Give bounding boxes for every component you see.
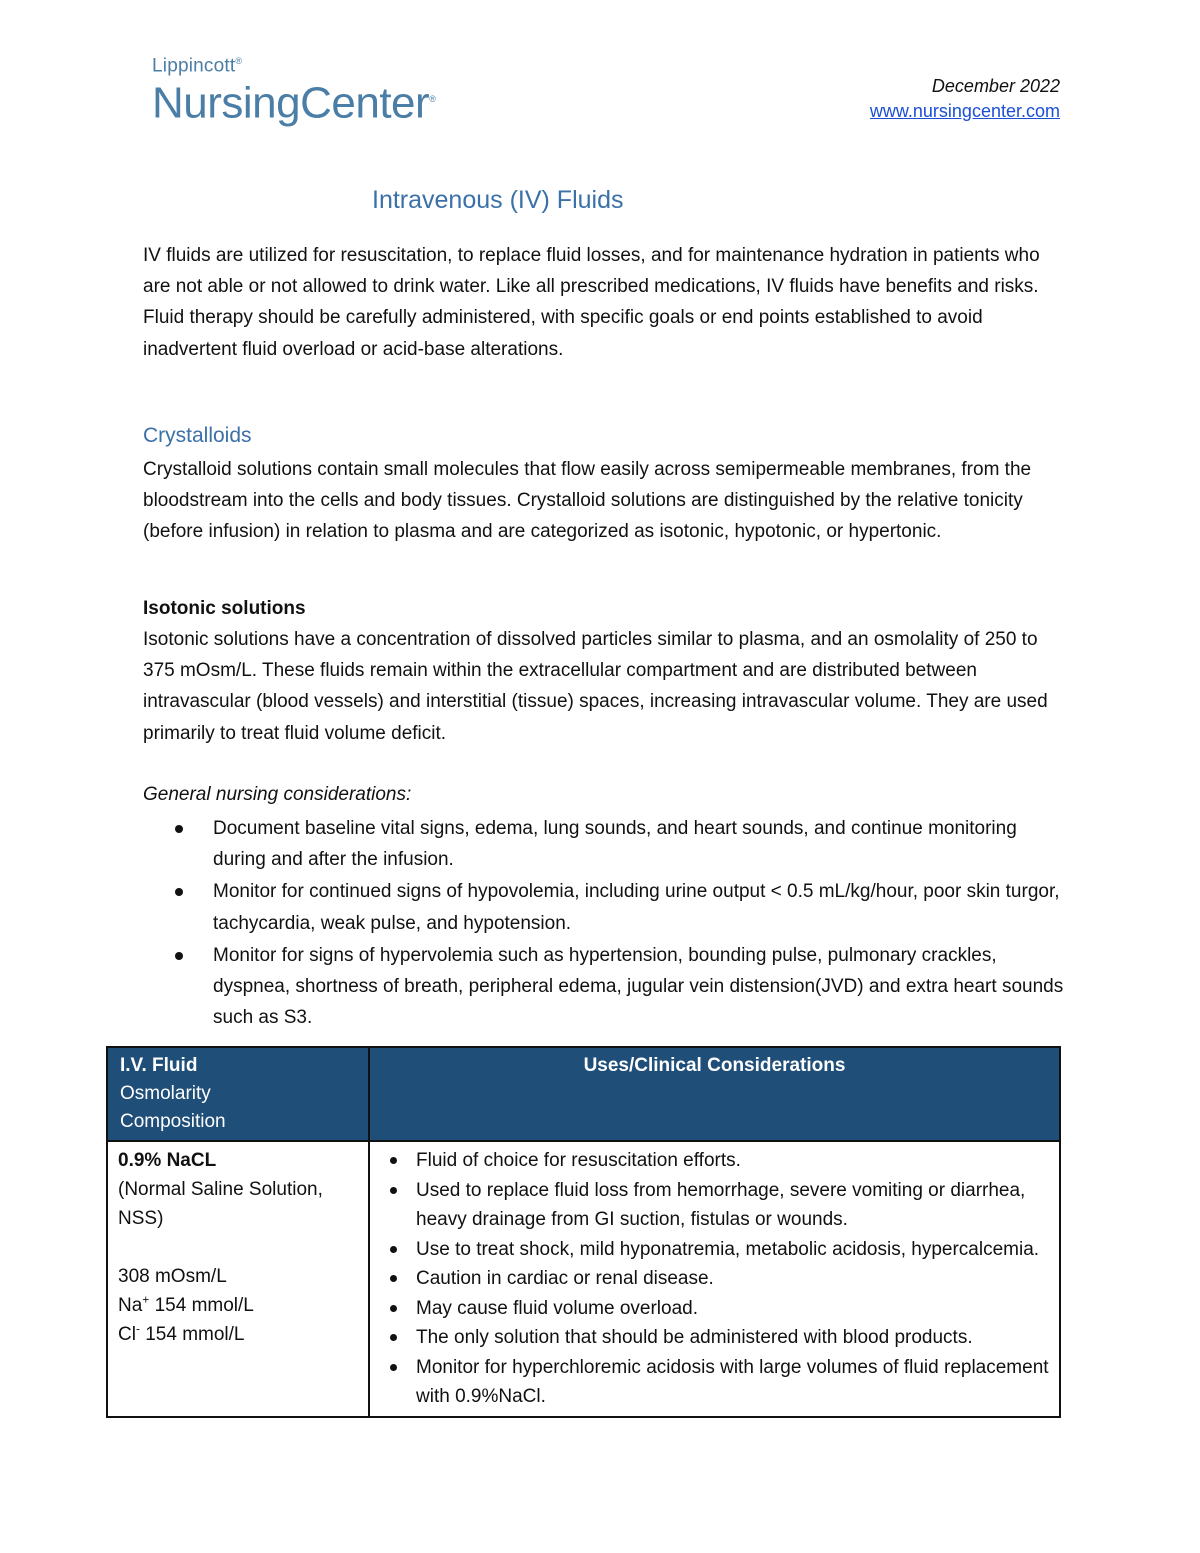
isotonic-paragraph: Isotonic solutions have a concentration of dissolved particles similar to plasma, and an osmolality of 250 to 375 mOsm/L. These fluids remain within the extracellular compartment and are distributed between intravascular (blood vessels) and interstitial (tissue) spaces, increasing intravascular volume. They are used primarily to treat fluid volume deficit. (143, 629, 1048, 744)
fluid-sodium (118, 1291, 358, 1320)
table-row (107, 1141, 1060, 1417)
logo-small-text: Lippincott (152, 55, 236, 77)
fluid-chloride (118, 1320, 358, 1349)
header-uses-cell: Uses/Clinical Considerations (369, 1047, 1060, 1141)
bullet-icon (175, 952, 183, 960)
document-date: December 2022 (931, 76, 1060, 96)
header-composition-label: Composition (120, 1111, 226, 1132)
list-item (378, 1323, 1051, 1353)
table-header-row (107, 1047, 1060, 1141)
chloride-symbol: Cl (118, 1324, 136, 1345)
considerations-label: General nursing considerations: (143, 784, 412, 805)
bullet-icon (390, 1334, 397, 1341)
list-item (143, 876, 1073, 938)
list-item (378, 1235, 1051, 1265)
crystalloids-paragraph: Crystalloid solutions contain small molecules that flow easily across semipermeable membranes, from the bloodstream into the cells and body tissues. Crystalloid solutions are distinguished by the relative tonicity (before infusion) in relation to plasma and are categorized as isotonic, hypotonic, or hypertonic. (143, 459, 1032, 543)
sodium-symbol: Na (118, 1295, 143, 1316)
bullet-icon (390, 1305, 397, 1312)
iv-fluids-table (106, 1046, 1061, 1418)
logo (152, 50, 435, 128)
logo-big-text: NursingCenter (152, 78, 430, 128)
uses-cell (369, 1141, 1060, 1417)
bullet-icon (390, 1187, 397, 1194)
intro-paragraph: IV fluids are utilized for resuscitation, to replace fluid losses, and for maintenance hydration in patients who are not able or not allowed to drink water. Like all prescribed medications, IV fluids have benefits and risks. Fluid therapy should be carefully administered, with specific goals or end points established to avoid inadvertent fluid overload or acid-base alterations. (143, 245, 1040, 360)
crystalloids-heading: Crystalloids (143, 424, 252, 447)
list-item-text: Use to treat shock, mild hyponatremia, metabolic acidosis, hypercalcemia. (416, 1238, 1040, 1260)
uses-list (378, 1146, 1051, 1412)
fluid-osmolarity: 308 mOsm/L (118, 1266, 227, 1287)
list-item-text: Caution in cardiac or renal disease. (416, 1268, 714, 1289)
website-link[interactable]: www.nursingcenter.com (869, 101, 1060, 121)
fluid-cell (107, 1141, 369, 1417)
list-item (143, 813, 1073, 875)
list-item-text: Used to replace fluid loss from hemorrhage, severe vomiting or diarrhea, heavy drainage from GI suction, fistulas or wounds. (416, 1179, 1026, 1230)
bullet-icon (390, 1157, 397, 1164)
sodium-value: 154 mmol/L (149, 1295, 254, 1316)
considerations-list (143, 813, 1073, 1034)
list-item (378, 1294, 1051, 1324)
page-title: Intravenous (IV) Fluids (372, 186, 624, 214)
list-item (378, 1353, 1051, 1412)
list-item-text: Monitor for signs of hypervolemia such as hypertension, bounding pulse, pulmonary crackles, dyspnea, shortness of breath, peripheral edema, jugular vein distension(JVD) and extra heart sounds such as S3. (213, 944, 1064, 1029)
header-osmolarity-label: Osmolarity (120, 1083, 211, 1104)
header-fluid-label: I.V. Fluid (120, 1055, 198, 1076)
list-item (378, 1264, 1051, 1294)
list-item (378, 1146, 1051, 1176)
list-item (378, 1176, 1051, 1235)
fluid-name: 0.9% NaCL (118, 1150, 217, 1171)
chloride-charge: - (135, 1321, 140, 1336)
chloride-value: 154 mmol/L (139, 1324, 245, 1345)
bullet-icon (175, 825, 183, 833)
isotonic-heading: Isotonic solutions (143, 598, 306, 619)
list-item-text: May cause fluid volume overload. (416, 1297, 698, 1319)
header-fluid-cell (107, 1047, 369, 1141)
bullet-icon (390, 1275, 397, 1282)
list-item-text: Document baseline vital signs, edema, lung sounds, and heart sounds, and continue monitoring during and after the infusion. (213, 818, 1017, 871)
bullet-icon (175, 888, 183, 896)
bullet-icon (390, 1364, 397, 1371)
list-item-text: Monitor for hyperchloremic acidosis with large volumes of fluid replacement with 0.9%NaCl. (416, 1356, 1049, 1407)
fluid-description: (Normal Saline Solution, NSS) (118, 1179, 323, 1229)
bullet-icon (390, 1246, 397, 1253)
list-item (143, 940, 1073, 1034)
sodium-charge: + (142, 1292, 150, 1307)
registered-mark: ® (429, 94, 436, 105)
header-meta (870, 74, 1060, 124)
list-item-text: Fluid of choice for resuscitation efforts. (416, 1150, 741, 1171)
list-item-text: Monitor for continued signs of hypovolemia, including urine output < 0.5 mL/kg/hour, poor skin turgor, tachycardia, weak pulse, and hypotension. (213, 881, 1060, 934)
registered-mark: ® (235, 56, 243, 66)
list-item-text: The only solution that should be administered with blood products. (416, 1327, 973, 1348)
